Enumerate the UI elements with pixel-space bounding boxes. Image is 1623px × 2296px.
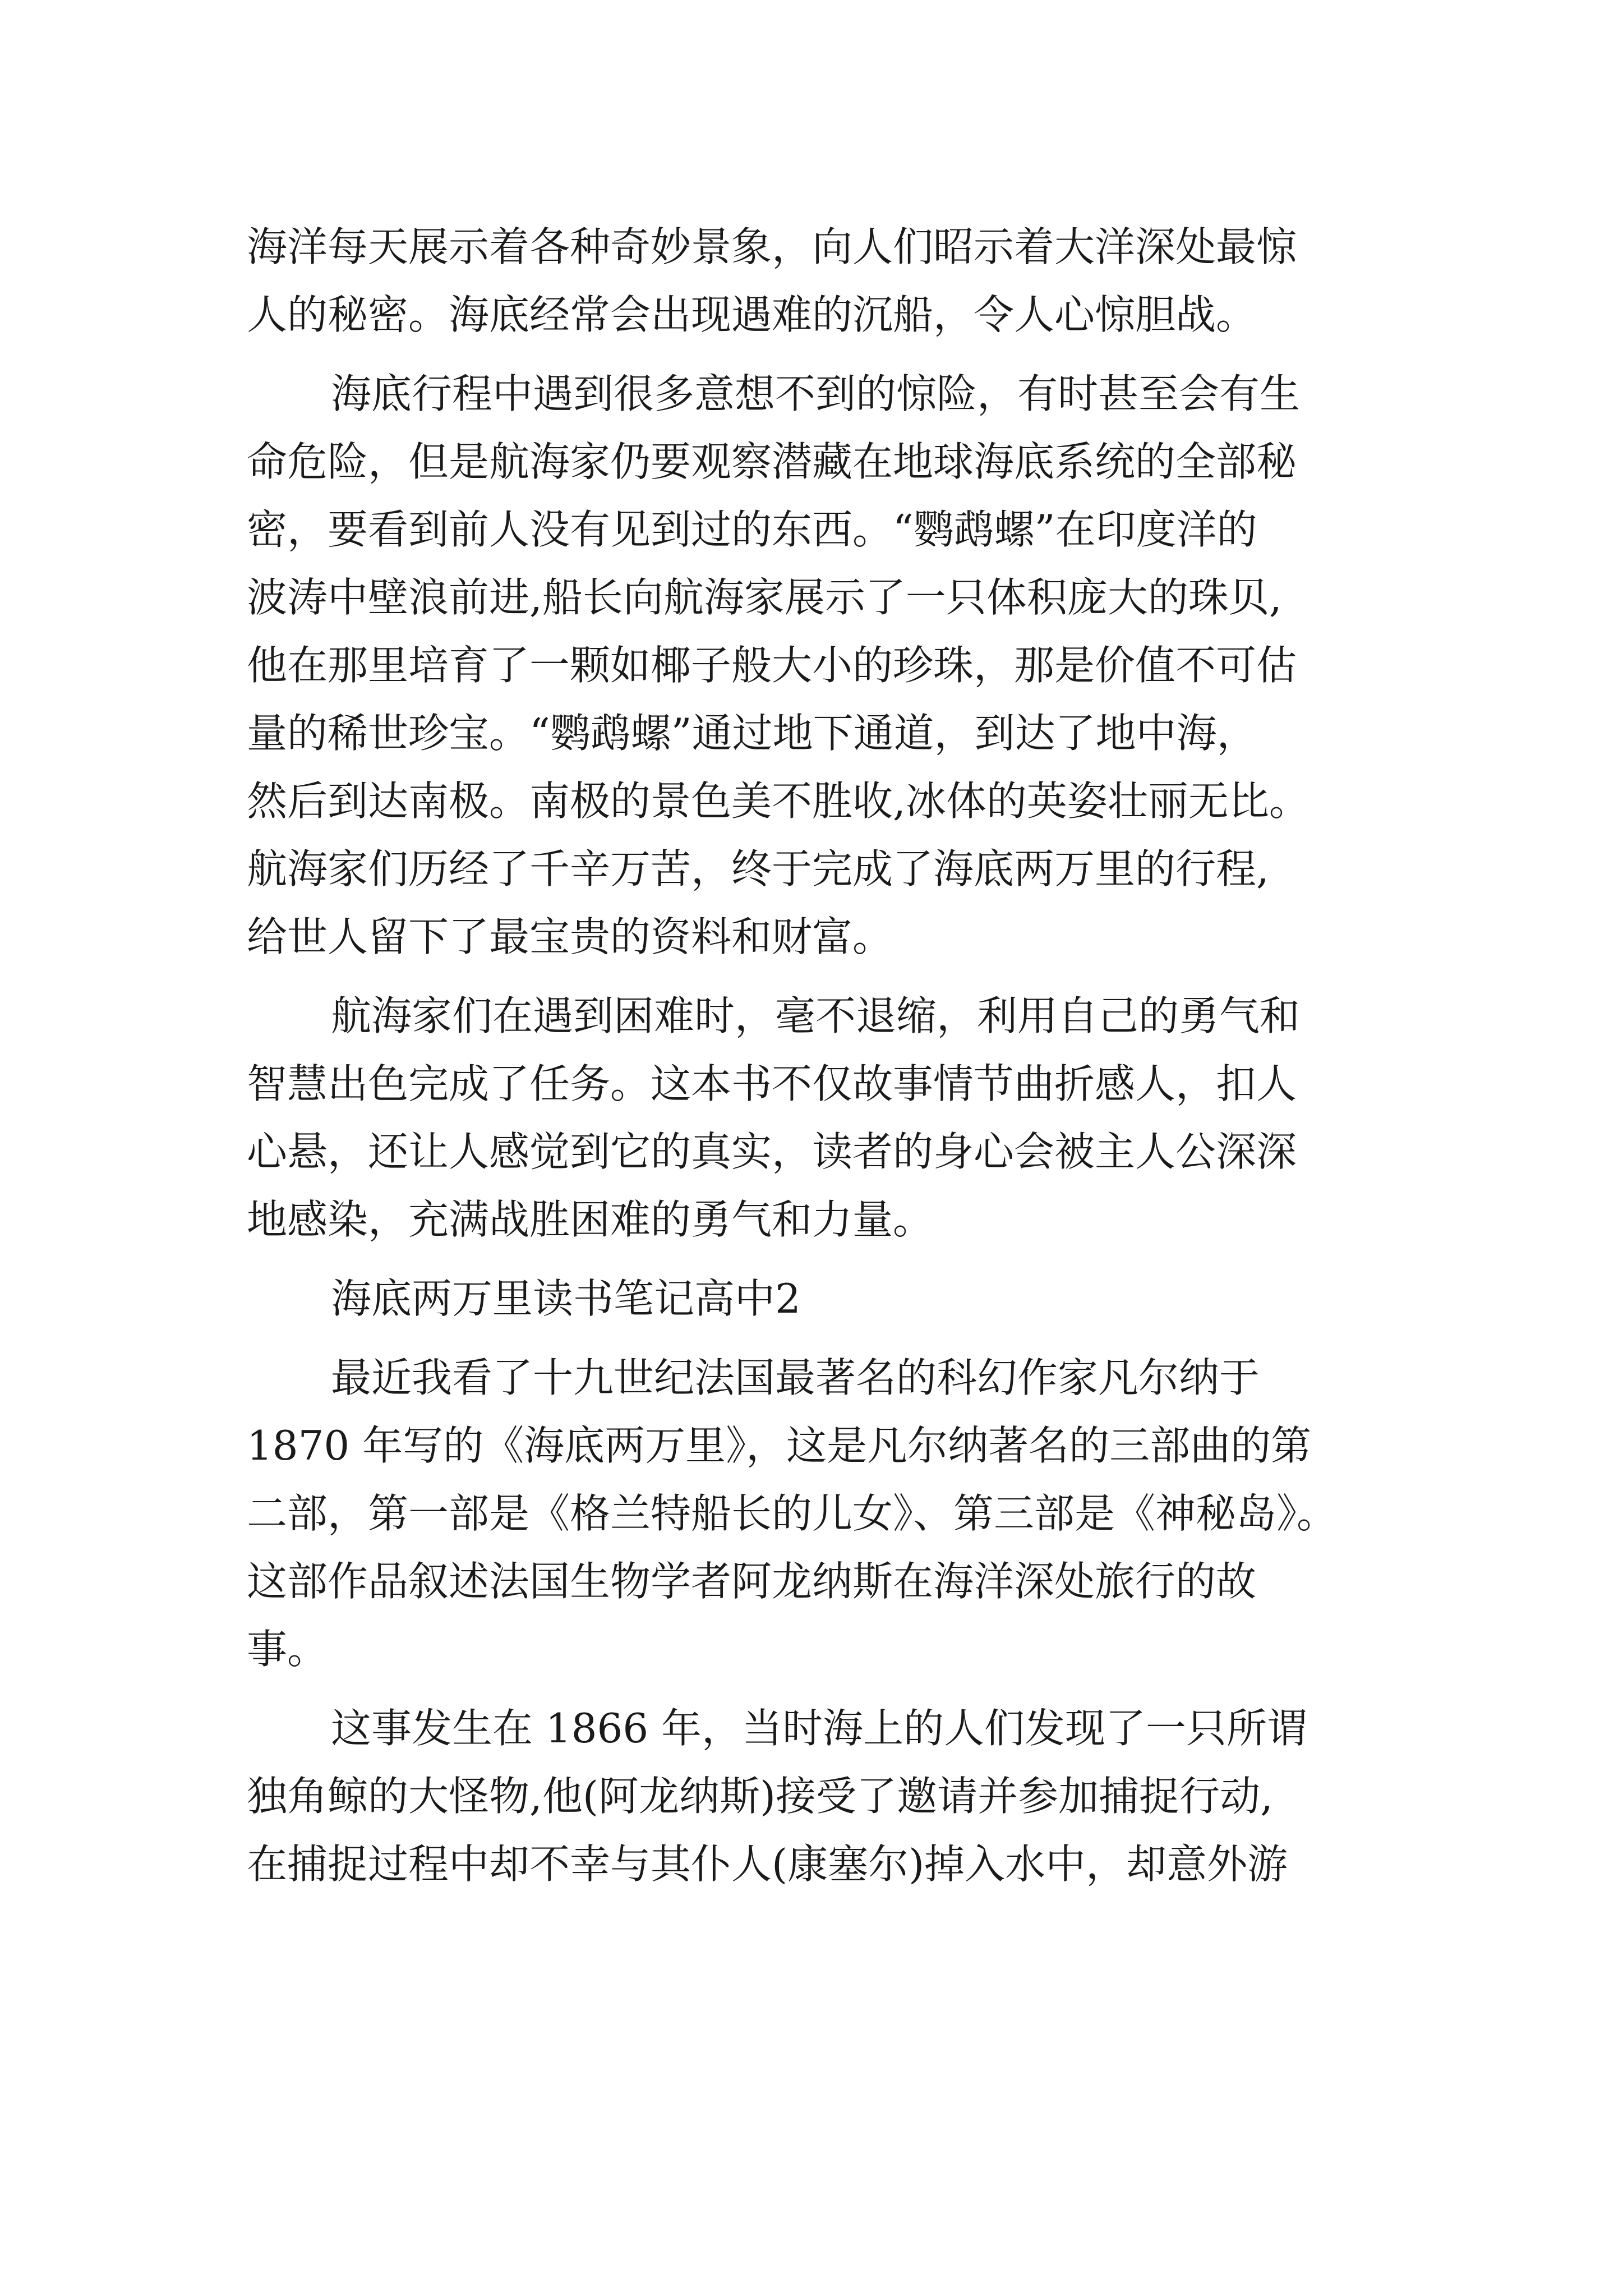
paragraph (247, 213, 1385, 349)
text-line: 海底行程中遇到很多意想不到的惊险，有时甚至会有生 (331, 370, 1301, 417)
text-line: 心悬，还让人感觉到它的真实，读者的身心会被主人公深深 (247, 1128, 1297, 1175)
paragraph (247, 360, 1385, 971)
text-line: 给世人留下了最宝贵的资料和财富。 (247, 913, 893, 960)
text-line: 智慧出色完成了任务。这本书不仅故事情节曲折感人，扣人 (247, 1060, 1297, 1107)
paragraph (247, 1344, 1385, 1683)
text-line: 在捕捉过程中却不幸与其仆人(康塞尔)掉入水中，却意外游 (247, 1841, 1288, 1888)
text-line: 海底两万里读书笔记高中2 (331, 1275, 801, 1322)
text-line: 二部，第一部是《格兰特船长的儿女》、第三部是《神秘岛》。 (247, 1490, 1338, 1537)
text-line: 他在那里培育了一颗如椰子般大小的珍珠，那是价值不可估 (247, 642, 1297, 689)
text-line: 独角鲸的大怪物,他(阿龙纳斯)接受了邀请并参加捕捉行动, (247, 1773, 1273, 1820)
document-body (247, 213, 1385, 1898)
paragraph (247, 1695, 1385, 1898)
text-line: 航海家们在遇到困难时，毫不退缩，利用自己的勇气和 (331, 992, 1301, 1039)
text-line: 航海家们历经了千辛万苦，终于完成了海底两万里的行程, (247, 845, 1269, 892)
text-line: 1870 年写的《海底两万里》，这是凡尔纳著名的三部曲的第 (247, 1422, 1312, 1469)
text-line: 事。 (247, 1626, 328, 1673)
text-line: 命危险，但是航海家仍要观察潜藏在地球海底系统的全部秘 (247, 438, 1297, 485)
text-line: 人的秘密。海底经常会出现遇难的沉船，令人心惊胆战。 (247, 291, 1257, 338)
section-heading (247, 1265, 1385, 1333)
paragraph (247, 982, 1385, 1254)
text-line: 海洋每天展示着各种奇妙景象，向人们昭示着大洋深处最惊 (247, 223, 1297, 270)
text-line: 波涛中壁浪前进,船长向航海家展示了一只体积庞大的珠贝, (247, 574, 1282, 621)
text-line: 这事发生在 1866 年，当时海上的人们发现了一只所谓 (331, 1705, 1308, 1752)
text-line: 地感染，充满战胜困难的勇气和力量。 (247, 1196, 934, 1243)
text-line: 密，要看到前人没有见到过的东西。“鹦鹉螺”在印度洋的 (247, 506, 1257, 553)
text-line: 最近我看了十九世纪法国最著名的科幻作家凡尔纳于 (331, 1354, 1260, 1401)
text-line: 这部作品叙述法国生物学者阿龙纳斯在海洋深处旅行的故 (247, 1558, 1257, 1605)
text-line: 量的稀世珍宝。“鹦鹉螺”通过地下通道，到达了地中海， (247, 710, 1257, 757)
text-line: 然后到达南极。南极的景色美不胜收,冰体的英姿壮丽无比。 (247, 777, 1310, 825)
